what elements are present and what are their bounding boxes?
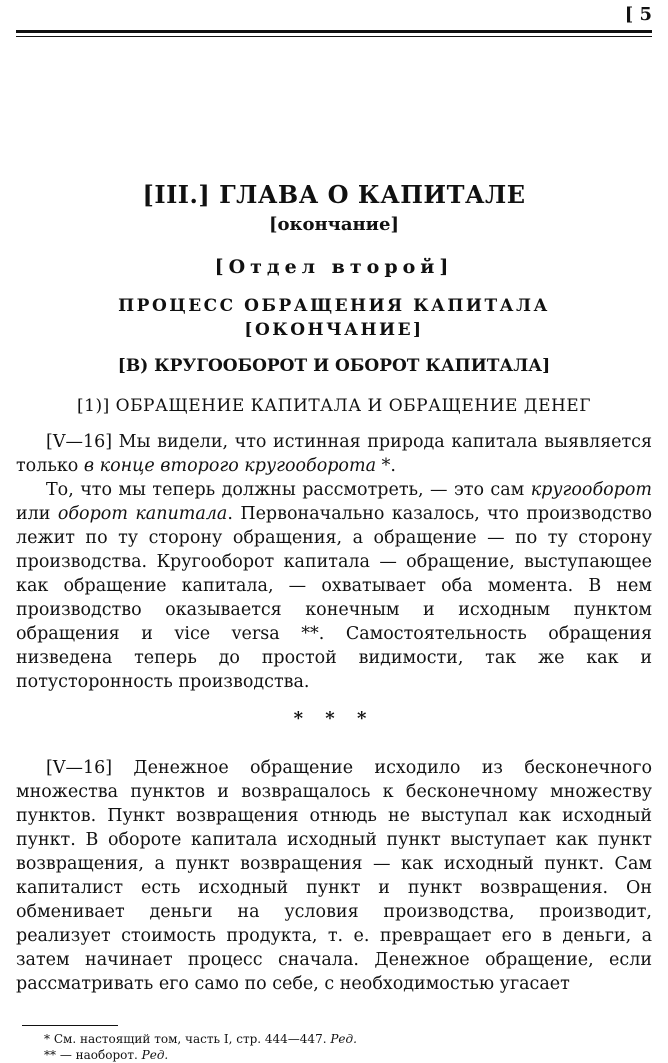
paragraph-1 [16,430,652,478]
section-subtitle: [ОКОНЧАНИЕ] [244,320,424,340]
asterism-separator: * * * [293,708,375,729]
footnote-1 [44,1031,357,1047]
chapter-title: [III.] ГЛАВА О КАПИТАЛЕ [142,180,526,209]
paragraph-2 [16,478,652,694]
chapter-subtitle: [окончание] [268,214,400,235]
paragraph-2-text-a: То, что мы теперь должны рассмотреть, — это сам [46,480,531,500]
paragraph-2-text-b: или [16,504,58,524]
section-title: ПРОЦЕСС ОБРАЩЕНИЯ КАПИТАЛА [118,296,550,316]
footnote-1-editor-mark: Ред. [330,1032,357,1046]
paragraph-2-emphasis-1: кругооборот [530,480,652,500]
page-number: [ 5 [624,4,652,25]
footnote-2 [44,1047,168,1063]
paragraph-1-text: [V—16] Мы видели, что истинная природа капитала выявляется только [16,432,652,476]
header-rule-thick [16,30,652,33]
paragraph-3: [V—16] Денежное обращение исходило из бесконечного множества пунктов и возвращалось к бесконечному множеству пунктов. Пункт возвращения отнюдь не выступал как исходный пункт. В обороте капитала исходный пункт выступает как пункт возвращения, а пункт возвращения — как исходный пункт. Сам капиталист есть исходный пункт и пункт возвращения. Он обменивает деньги на условия производства, производит, реализует стоимость продукта, т. е. превращает его в деньги, а затем начинает процесс сначала. Денежное обращение, если рассматривать его само по себе, с необходимостью угасает [16,758,652,994]
subsection-1-heading: [1)] ОБРАЩЕНИЕ КАПИТАЛА И ОБРАЩЕНИЕ ДЕНЕГ [77,396,591,416]
paragraph-2-emphasis-2: оборот капитала [57,504,228,524]
paragraph-1-end: *. [376,456,396,476]
header-rule-thin [16,36,652,37]
section-label: [Отдел второй] [214,256,454,278]
footnote-2-editor-mark: Ред. [141,1048,169,1062]
subsection-b-heading: [B) КРУГООБОРОТ И ОБОРОТ КАПИТАЛА] [117,356,551,376]
paragraph-1-emphasis: в конце второго кругооборота [83,456,376,476]
footnote-2-text: ** — наоборот. [44,1048,142,1062]
paragraph-2-text-c: . Первоначально казалось, что производство лежит по ту сторону обращения, а обращение — по ту сторону производства. Кругооборот капитала — обращение, выступающее как обращение капитала, — охватывает оба момента. В нем производство оказывается конечным и исходным пунктом обращения и vice versa **. Самостоятельность обращения низведена теперь до простой видимости, так же как и потусторонность производства. [16,504,652,692]
footnote-rule [22,1025,118,1026]
footnote-1-text: * См. настоящий том, часть I, стр. 444—447. [44,1032,331,1046]
